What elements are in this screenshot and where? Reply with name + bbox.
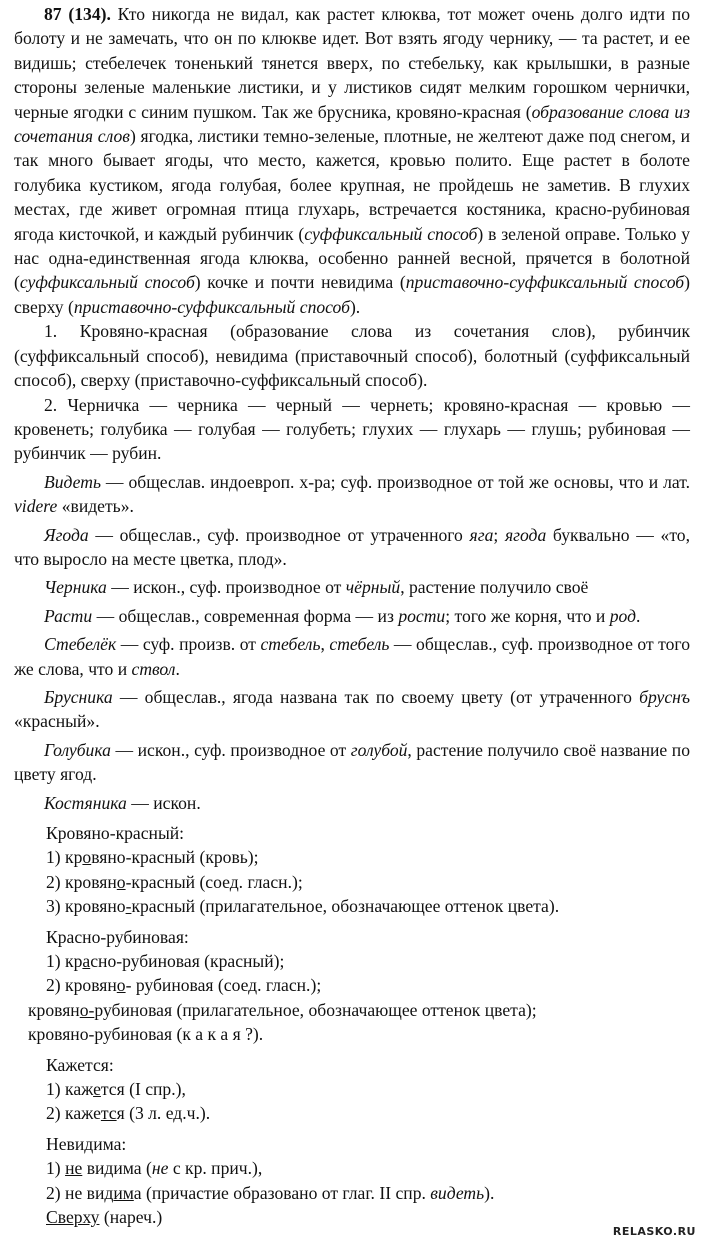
parse-heading: Кажется: [46,1054,114,1075]
parse-line: Сверху (нареч.) [46,1207,163,1228]
etymology-rasti: Расти — общеслав., современная форма — из рости; того же корня, что и род. [44,605,641,626]
parse-heading: Кровяно-красный: [46,823,185,843]
word-formation-note: суффиксальный способ [304,223,478,244]
etymology-videt: Видеть — общеслав. индоевроп. х-ра; суф. производное от той же основы, что и лат. videre «видеть». [14,471,690,517]
exercise-number: 87 (134). [44,4,111,24]
parse-heading: Невидима: [46,1133,127,1154]
parse-krasno-rubinovaya [14,925,690,1047]
parse-line: кровяно-рубиновая (прилагательное, обозначающее оттенок цвета); [28,999,537,1020]
task-1-answer: 1. Кровяно-красная (образование слова из сочетания слов), рубинчик (суффиксальный способ), невидима (приставочный способ), болотный (суффиксальный способ), сверху (приставочно-суффиксальный способ). [14,321,690,391]
parse-nevidima [14,1132,690,1230]
etymology-yagoda: Ягода — общеслав., суф. производное от утраченного яга; ягода буквально — «то, что выросло на месте цветка, плод». [14,524,690,569]
word-formation-note: суффиксальный способ [19,272,195,293]
word-formation-note: образование слова из сочетания слов [14,101,690,147]
task-2-answer: 2. Черничка — черника — черный — чернеть; кровяно-красная — кровью — кровенеть; голубика — голубая — голубеть; глухих — глухарь — глушь; рубиновая — рубинчик — рубин. [14,394,690,464]
parse-line: 2) не видима (причастие образовано от глаг. II спр. видеть). [46,1182,495,1203]
parse-line: 1) не видима (не с кр. прич.), [46,1158,263,1179]
parse-line: 1) кровяно-красный (кровь); [46,847,259,868]
etymology-stebelek: Стебелёк — суф. произв. от стебель, стебель — общеслав., суф. производное от того же слова, что и ствол. [14,634,691,679]
parse-line: 3) кровяно-красный (прилагательное, обозначающее оттенок цвета). [46,896,560,917]
parse-line: 2) кровяно- рубиновая (соед. гласн.); [46,975,322,996]
parse-line: кровяно-рубиновая (к а к а я ?). [28,1024,264,1045]
word-formation-note: приставочно-суффиксальный способ [73,296,350,317]
etymology-brusnika: Брусника — общеслав., ягода названа так по своему цвету (от утраченного бруснъ «красный». [14,686,690,732]
etymology-chernika: Черника — искон., суф. производное от чёрный, растение получило своё [44,577,589,598]
etymology-golubika: Голубика — искон., суф. производное от голубой, растение получило своё название по цвету ягод. [14,739,690,785]
parse-line: 2) кажется (3 л. ед.ч.). [46,1103,211,1124]
word-formation-note: приставочно-суффиксальный способ [405,272,685,293]
parse-heading: Красно-рубиновая: [46,926,189,947]
parse-line: 1) кажется (I спр.), [46,1079,186,1100]
site-watermark: RELASKO.RU [612,1225,696,1238]
etymology-kostyanika: Костяника — искон. [44,792,201,813]
parse-kazhetsya [14,1053,690,1126]
exercise-text: 87 (134). Кто никогда не видал, как растет клюква, тот может очень долго идти по болоту и не замечать, что он по клюкве идет. Вот взять ягоду чернику, — та растет, и ее видишь; стебелечек тоненький тянется вверх, по стебельку, как крылышки, в разные стороны зеленые маленькие листики, и у листиков сидят мелким горошком чернички, черные ягодки с синим пушком. Так же брусника, кровяно-красная (образование слова из сочетания слов) ягодка, листики темно-зеленые, плотные, не желтеют даже под снегом, и так много бывает ягоды, что место, кажется, кровью полито. Еще растет в болоте голубика кустиком, ягода голубая, более крупная, не пройдешь не заметив. В глухих местах, где живет огромная птица глухарь, встречается костяника, красно-рубиновая ягода кисточкой, и каждый рубинчик (суффиксальный способ) в зеленой оправе. Только у нас одна-единственная ягода клюква, особенно ранней весной, прячется в болотной (суффиксальный способ) кочке и почти невидима (приставочно-суффиксальный способ) сверху (приставочно-суффиксальный способ). [14,4,691,317]
parse-krovyano-krasny [14,821,690,919]
parse-line: 2) кровяно-красный (соед. гласн.); [46,871,303,892]
parse-line: 1) красно-рубиновая (красный); [46,951,285,972]
